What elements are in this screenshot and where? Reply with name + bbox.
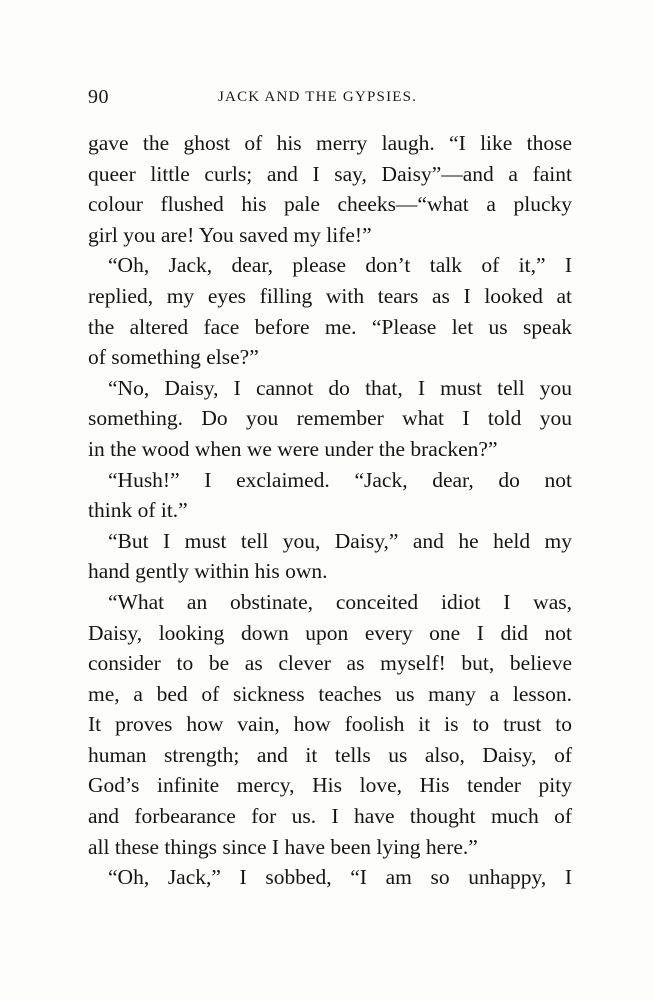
text-line: colour flushed his pale cheeks—“what a plucky [88,192,572,217]
text-line: Daisy, looking down upon every one I did not [88,620,572,645]
text-line: “What an obstinate, conceited idiot I was, [108,589,572,614]
text-line: in the wood when we were under the bracken?” [88,436,498,461]
page-number: 90 [88,86,109,108]
text-line: of something else?” [88,345,259,370]
text-line: me, a bed of sickness teaches us many a lesson. [88,681,572,706]
running-title: JACK AND THE GYPSIES. [218,89,418,105]
text-line: gave the ghost of his merry laugh. “I like those [88,131,572,155]
text-line: think of it.” [88,498,188,523]
body-text [88,128,572,893]
text-line: It proves how vain, how foolish it is to trust to [88,712,572,737]
text-line: the altered face before me. “Please let us speak [88,314,572,339]
text-line: “Oh, Jack, dear, please don’t talk of it,” I [108,253,572,278]
text-line: God’s infinite mercy, His love, His tender pity [88,773,572,798]
text-line: hand gently within his own. [88,559,328,584]
text-line: “Hush!” I exclaimed. “Jack, dear, do not [108,467,572,492]
text-line: “Oh, Jack,” I sobbed, “I am so unhappy, I [108,865,572,890]
text-line: all these things since I have been lying here.” [88,834,478,859]
text-line: something. Do you remember what I told you [88,406,572,431]
text-line: “No, Daisy, I cannot do that, I must tell you [108,375,572,400]
text-line: “But I must tell you, Daisy,” and he held my [108,528,572,553]
text-line: queer little curls; and I say, Daisy”—and a faint [88,161,572,186]
text-line: girl you are! You saved my life!” [88,222,372,247]
text-line: consider to be as clever as myself! but, believe [88,651,572,676]
text-line: replied, my eyes filling with tears as I looked at [88,283,572,308]
text-line: and forbearance for us. I have thought much of [88,804,572,829]
text-line: human strength; and it tells us also, Daisy, of [88,742,572,767]
running-head [88,86,572,110]
